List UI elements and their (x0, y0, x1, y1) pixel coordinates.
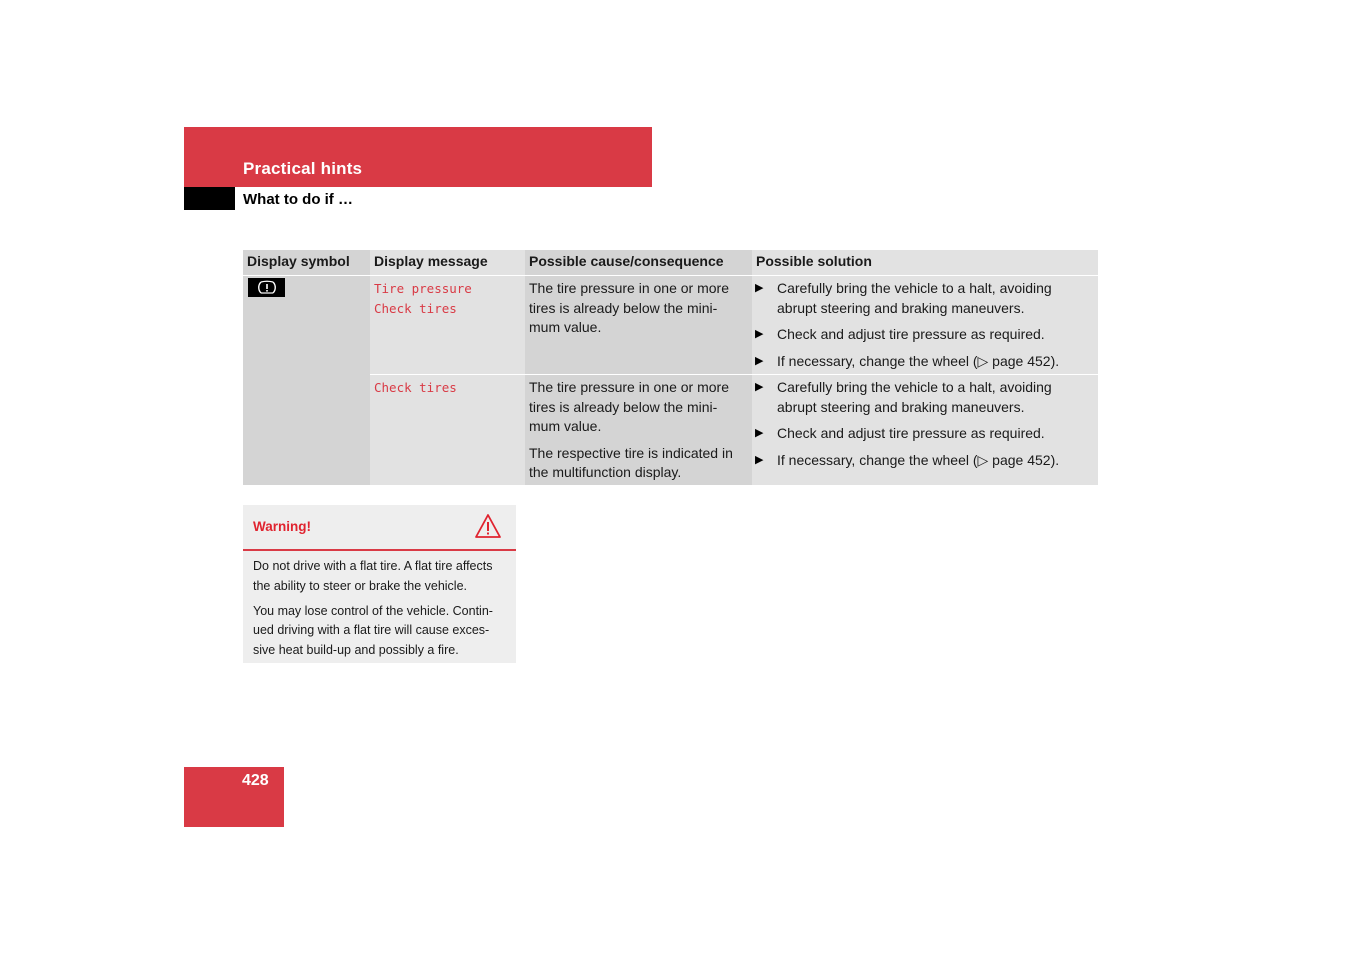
warning-triangle-icon (474, 513, 502, 539)
warning-paragraph: You may lose control of the vehicle. Contin-ued driving with a flat tire will cause exces-sive heat build-up and possibly a fire. (253, 603, 493, 658)
bullet-arrow-icon: ▶ (755, 453, 764, 466)
display-messages-table (243, 250, 1098, 485)
bullet-arrow-icon: ▶ (755, 328, 764, 340)
solution-text: Carefully bring the vehicle to a halt, avoiding abrupt steering and braking maneuvers. (777, 379, 1052, 415)
column-header-possible-cause: Possible cause/consequence (525, 250, 752, 275)
possible-solution-cell (752, 375, 1098, 485)
possible-cause-cell (525, 375, 752, 485)
solution-text: Check and adjust tire pressure as required. (777, 326, 1045, 342)
solution-item (755, 325, 1094, 345)
solution-item (755, 378, 1094, 417)
column-header-possible-solution: Possible solution (752, 250, 1098, 275)
cause-text: The tire pressure in one or more tires is already below the mini-mum value. (529, 379, 729, 434)
column-header-display-symbol: Display symbol (243, 250, 370, 275)
solution-item (755, 279, 1094, 318)
warning-box (243, 505, 516, 663)
cause-text: The respective tire is indicated in the multifunction display. (529, 444, 733, 480)
solution-text: Carefully bring the vehicle to a halt, avoiding abrupt steering and braking maneuvers. (777, 280, 1052, 316)
solution-item (755, 451, 1094, 471)
solution-text: If necessary, change the wheel (▷ page 452). (777, 451, 1060, 468)
solution-item (755, 424, 1094, 444)
display-message-cell (370, 276, 525, 374)
page-number: 428 (242, 772, 269, 789)
section-tab-marker (184, 187, 235, 210)
display-message-cell (370, 375, 525, 485)
display-symbol-cell (243, 276, 370, 485)
column-header-display-message: Display message (370, 250, 525, 275)
solution-text: If necessary, change the wheel (▷ page 452). (777, 352, 1060, 369)
bullet-arrow-icon: ▶ (755, 282, 764, 294)
display-message: Check tires (374, 300, 457, 316)
solution-item (755, 352, 1094, 372)
warning-paragraph: Do not drive with a flat tire. A flat tire affects the ability to steer or brake the vehicle. (253, 559, 493, 593)
possible-cause-cell (525, 276, 752, 374)
warning-body (243, 551, 516, 661)
warning-header (243, 505, 516, 551)
page-number-tab (184, 767, 284, 827)
possible-solution-cell (752, 276, 1098, 374)
solution-text: Check and adjust tire pressure as required. (777, 425, 1045, 441)
tire-pressure-warning-icon (248, 278, 285, 297)
cause-text: The tire pressure in one or more tires is already below the mini-mum value. (529, 280, 729, 335)
table-row (370, 375, 1098, 485)
display-message: Tire pressure (374, 281, 472, 296)
bullet-arrow-icon: ▶ (755, 354, 764, 367)
section-title: Practical hints (243, 159, 363, 178)
warning-title: Warning! (253, 519, 311, 534)
subsection-title: What to do if … (243, 191, 353, 208)
table-row (370, 276, 1098, 375)
table-header-row (243, 250, 1098, 275)
bullet-arrow-icon: ▶ (755, 381, 764, 393)
display-message: Check tires (374, 380, 457, 395)
bullet-arrow-icon: ▶ (755, 427, 764, 439)
